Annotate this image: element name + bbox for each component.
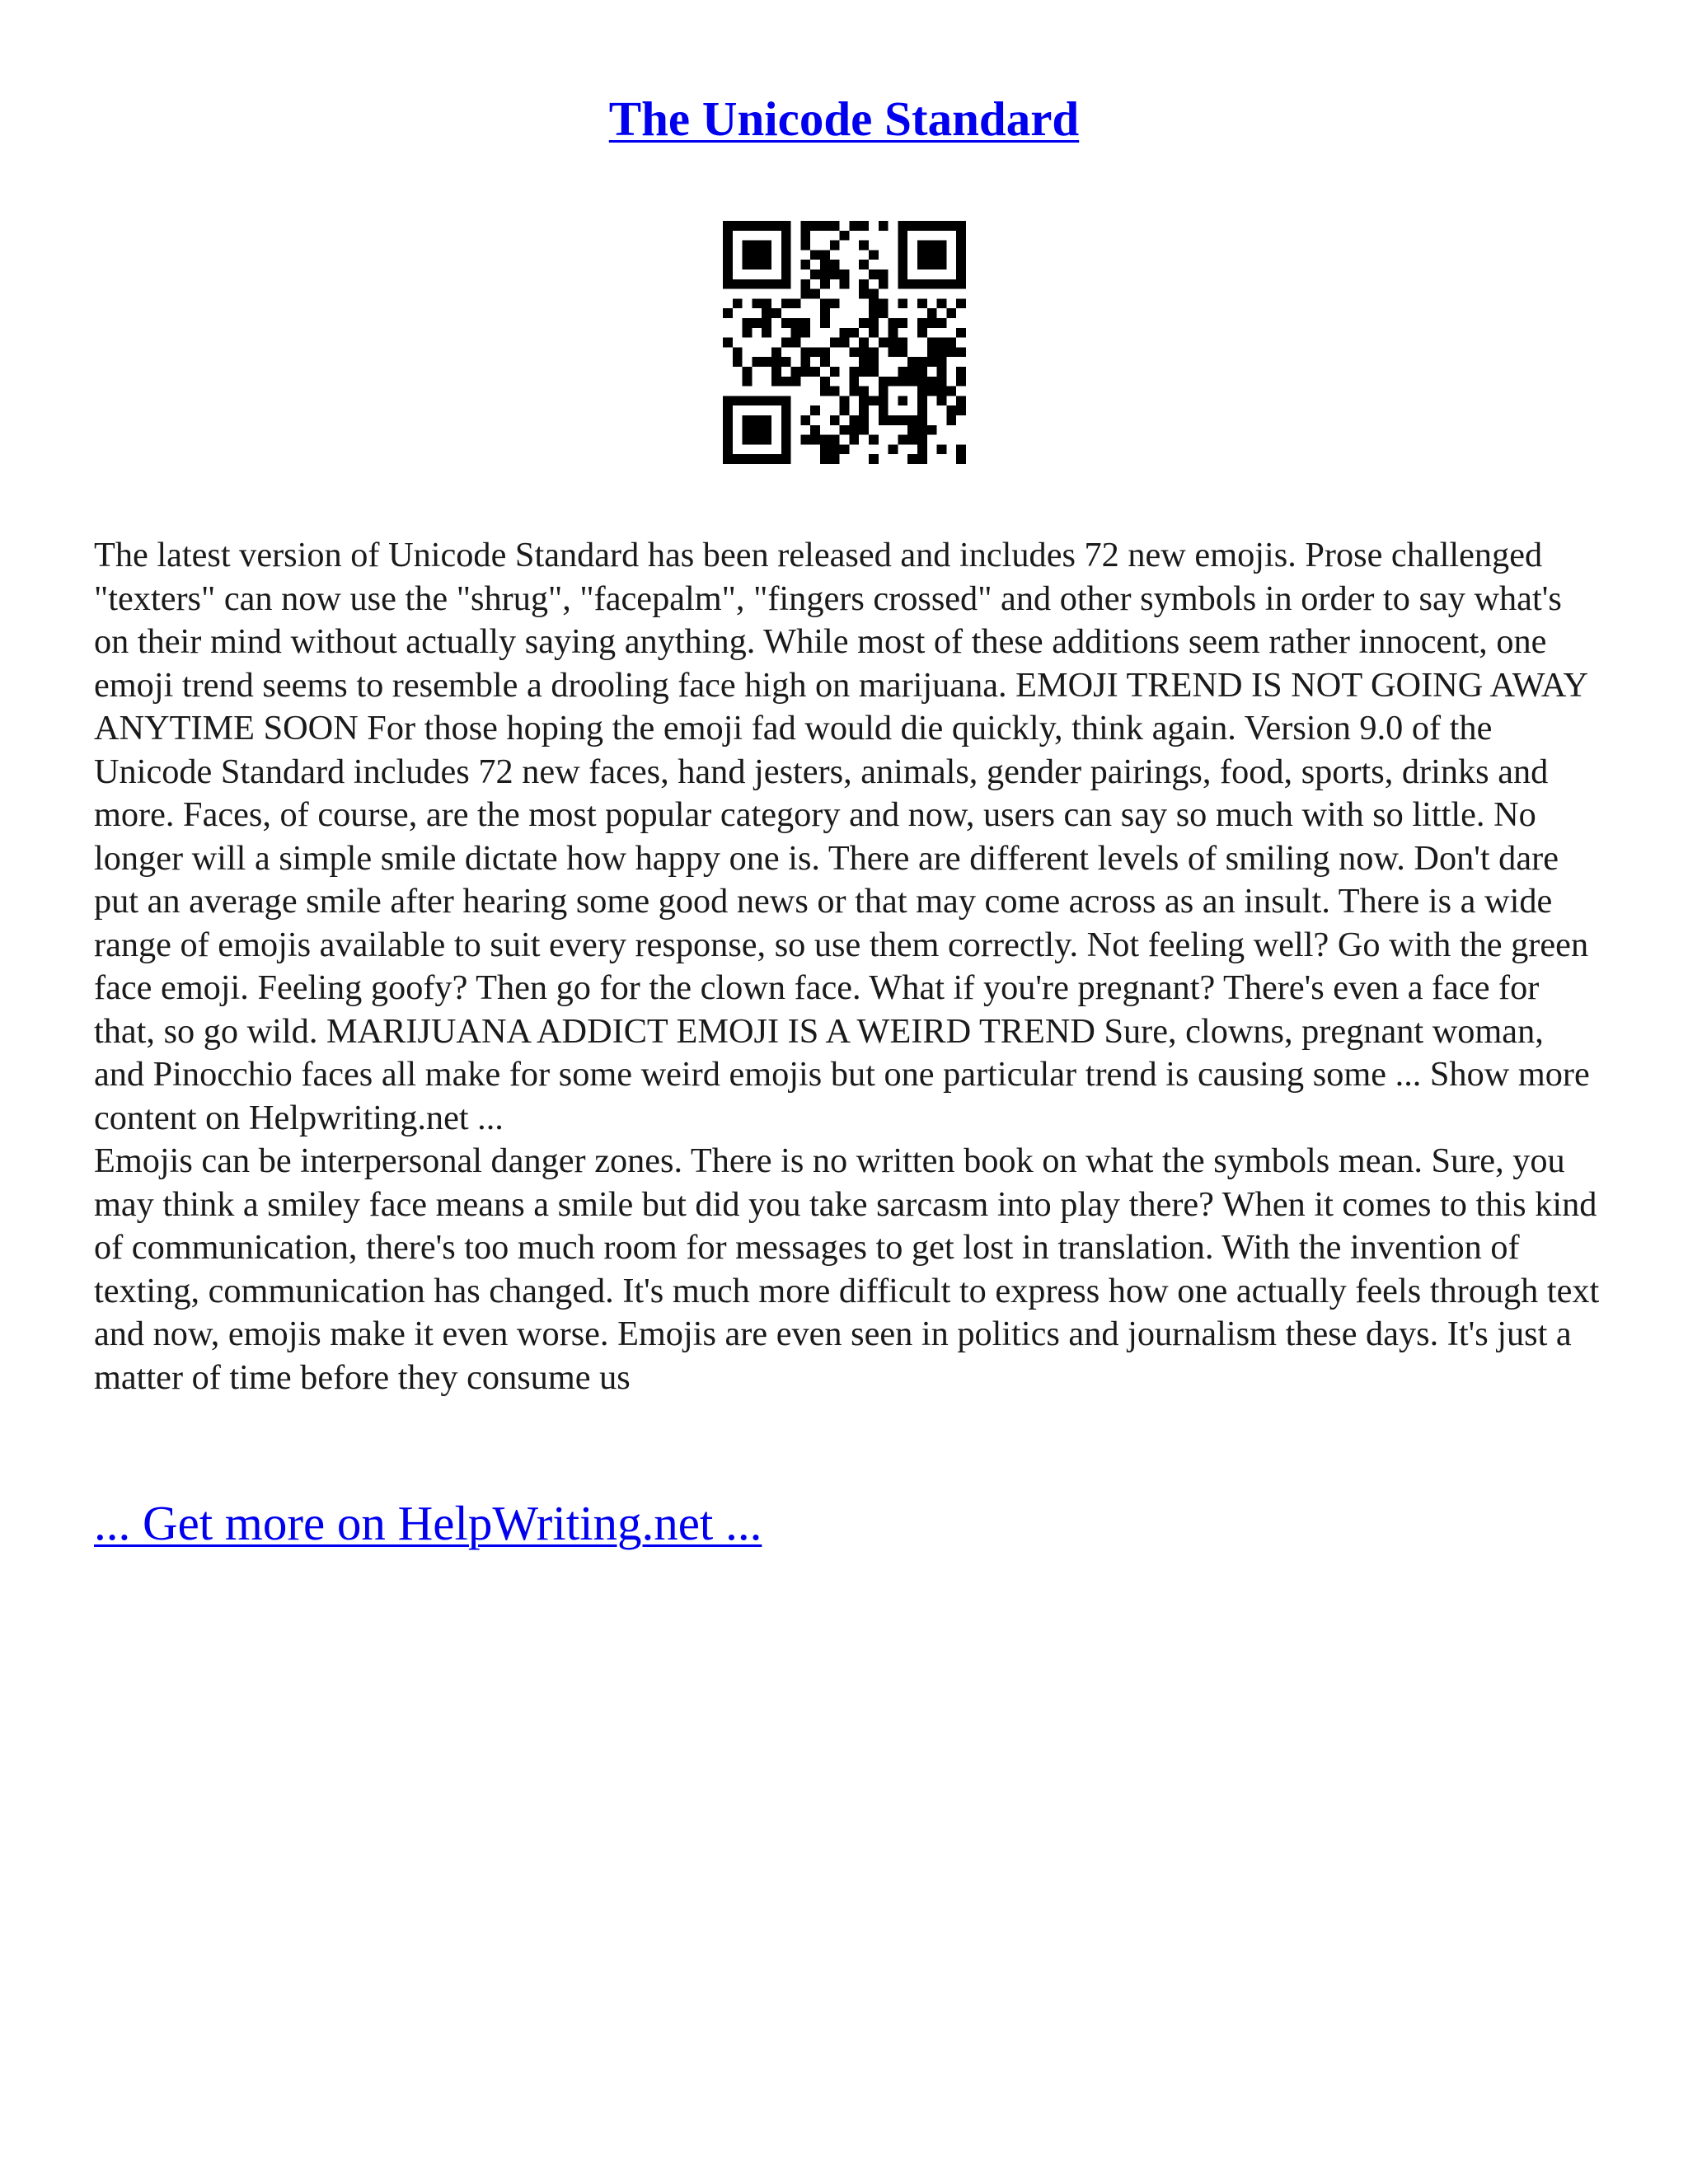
get-more-link[interactable]: ... Get more on HelpWriting.net ... bbox=[94, 1496, 762, 1550]
more-link-container bbox=[94, 1493, 762, 1553]
title-link[interactable]: The Unicode Standard bbox=[608, 91, 1080, 146]
page-title bbox=[0, 89, 1688, 148]
paragraph-1: The latest version of Unicode Standard has been released and includes 72 new emojis. Prose challenged "texters" can now use the "shrug", "facepalm", "fingers crossed" and other symbols in order to say what's on their mind without actually saying anything. While most of these additions seem rather innocent, one emoji trend seems to resemble a drooling face high on marijuana. EMOJI TREND IS NOT GOING AWAY ANYTIME SOON For those hoping the emoji fad would die quickly, think again. Version 9.0 of the Unicode Standard includes 72 new faces, hand jesters, animals, gender pairings, food, sports, drinks and more. Faces, of course, are the most popular category and now, users can say so much with so little. No longer will a simple smile dictate how happy one is. There are different levels of smiling now. Don't dare put an average smile after hearing some good news or that may come across as an insult. There is a wide range of emojis available to suit every response, so use them correctly. Not feeling well? Go with the green face emoji. Feeling goofy? Then go for the clown face. What if you're pregnant? There's even a face for that, so go wild. MARIJUANA ADDICT EMOJI IS A WEIRD TREND Sure, clowns, pregnant woman, and Pinocchio faces all make for some weird emojis but one particular trend is causing some ... Show more content on Helpwriting.net ... bbox=[94, 536, 1590, 1137]
article-body bbox=[94, 534, 1602, 1399]
qr-code-icon bbox=[723, 221, 966, 464]
paragraph-2: Emojis can be interpersonal danger zones. There is no written book on what the symbols mean. Sure, you may think a smiley face means a smile but did you take sarcasm into play there? When it comes to this kind of communication, there's too much room for messages to get lost in translation. With the invention of texting, communication has changed. It's much more difficult to express how one actually feels through text and now, emojis make it even worse. Emojis are even seen in politics and journalism these days. It's just a matter of time before they consume us bbox=[94, 1141, 1600, 1397]
